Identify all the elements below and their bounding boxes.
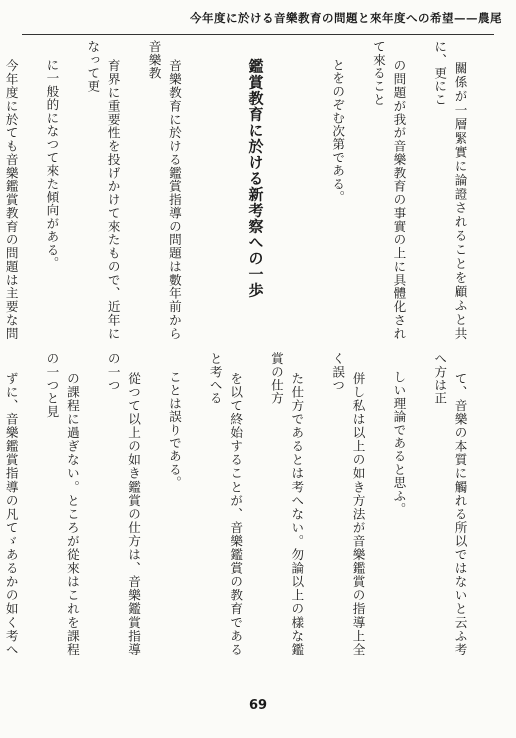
text-column: しい理論であると思ふ。 [391,370,407,516]
text-column: を以て終始することが、音樂鑑賞の教育であると考へる [207,352,244,656]
text-column: の問題が我が音樂教育の事實の上に具體化されて來ること [370,40,407,341]
text-column: 音樂教育に於ける鑑賞指導の問題は數年前から音樂教 [146,40,182,341]
text-column: に一般的になつて來た傾向がある。 [44,58,60,270]
text-column: 從つて以上の如き鑑賞の仕方は、音樂鑑賞指導の一つ [105,352,142,656]
text-column: 併し私は以上の如き方法が音樂鑑賞の指導上全く誤つ [330,352,366,656]
upper-text-block [3,40,490,341]
text-column: 育界に重要性を投げかけて來たもので、近年になって更 [85,40,121,341]
section-heading: 鑑賞教育に於ける新考察への一歩 [246,58,265,299]
lower-text-block [3,352,490,656]
text-column: ことは誤りである。 [166,370,182,490]
page-number: 69 [248,698,268,713]
header-rule [22,34,494,35]
text-column: の課程に過ぎない。ところが從來はこれを課程の一つと見 [44,352,80,656]
text-column: た仕方であるとは考へない。勿論以上の樣な鑑賞の仕方 [268,352,305,656]
text-column: ずに、音樂鑑賞指導の凡てゞあるかの如く考へ [3,371,19,656]
text-column: 今年度に於ても音樂鑑賞教育の問題は主要な問 [3,59,19,341]
text-column: とをのぞむ次第である。 [330,58,346,204]
text-column: て、音樂の本質に觸れる所以ではないと云ふ考へ方は正 [432,352,468,656]
running-header: 今年度に於ける音樂教育の問題と來年度への希望——農尾 [190,11,502,25]
text-column: 關係が一層緊實に論證されることを顧ふと共に、更にこ [432,40,468,341]
